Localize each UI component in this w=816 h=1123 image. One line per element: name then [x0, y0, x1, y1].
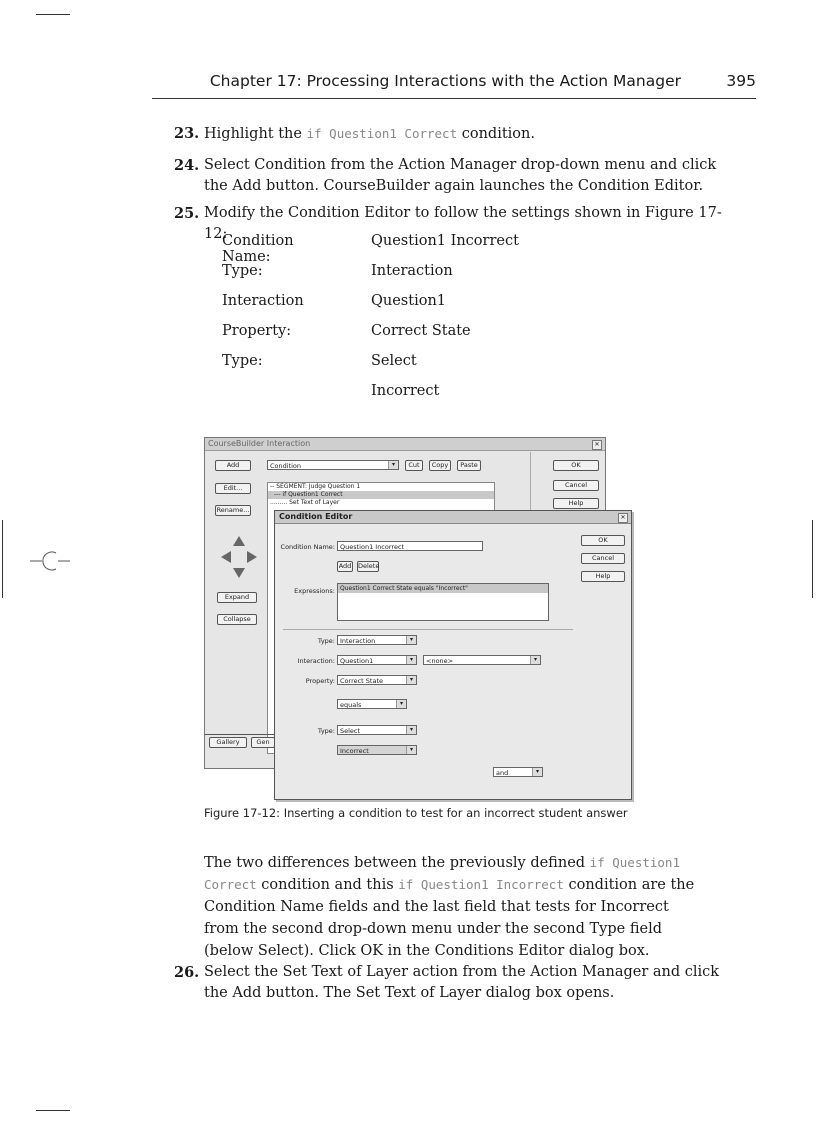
- running-header: [152, 70, 756, 99]
- condition-name-label: Condition Name:: [280, 543, 335, 551]
- type2-select[interactable]: Select ▾: [337, 725, 417, 735]
- ok-button[interactable]: OK: [553, 460, 599, 471]
- crop-mark-left-vertical: [2, 520, 3, 598]
- property-label: Property:: [305, 677, 335, 685]
- chevron-down-icon: ▾: [396, 700, 406, 708]
- type-label: Type:: [317, 637, 335, 645]
- tree-item[interactable]: ......... Set Text of Layer: [270, 499, 340, 506]
- cut-button[interactable]: Cut: [405, 460, 423, 471]
- crop-mark-top-left: [36, 14, 70, 15]
- page-number: 395: [726, 72, 756, 90]
- chevron-down-icon: ▾: [530, 656, 540, 664]
- expression-item[interactable]: Question1 Correct State equals "Incorrect": [338, 584, 548, 593]
- interaction-second-select[interactable]: <none> ▾: [423, 655, 541, 665]
- condition-editor-title: Condition Editor: [275, 511, 631, 524]
- tree-item[interactable]: -- SEGMENT: Judge Question 1: [270, 483, 361, 490]
- chevron-down-icon: ▾: [406, 656, 416, 664]
- step-text: Highlight the: [204, 126, 307, 142]
- step-text: Select Condition from the Action Manager drop-down menu and click the Add button. CourseBuilder again launches the Condition Editor.: [204, 157, 717, 194]
- add-button[interactable]: Add: [215, 460, 251, 471]
- tab-general[interactable]: Gen: [251, 737, 275, 748]
- condition-editor-dialog: [274, 510, 632, 800]
- tree-item[interactable]: --- if Question1 Correct: [268, 491, 494, 499]
- expand-button[interactable]: Expand: [217, 592, 257, 603]
- chevron-down-icon: ▾: [388, 461, 398, 469]
- inline-code: if Question1 Correct: [204, 855, 680, 892]
- expressions-list[interactable]: [337, 583, 549, 621]
- select-value-select[interactable]: Incorrect ▾: [337, 745, 417, 755]
- type-select[interactable]: Interaction ▾: [337, 635, 417, 645]
- step-23: [174, 123, 734, 145]
- interaction-label: Interaction:: [297, 657, 335, 665]
- step-code: if Question1 Correct: [306, 126, 458, 141]
- divider: [283, 629, 573, 630]
- chevron-down-icon: ▾: [406, 746, 416, 754]
- registration-mark: [28, 548, 72, 574]
- chevron-down-icon: ▾: [406, 676, 416, 684]
- step-text: Modify the Condition Editor to follow the settings shown in Figure 17-12:: [204, 205, 722, 242]
- inline-code: if Question1 Incorrect: [398, 877, 564, 892]
- help-button[interactable]: Help: [553, 498, 599, 509]
- operator-select[interactable]: equals ▾: [337, 699, 407, 709]
- edit-button[interactable]: Edit...: [215, 483, 251, 494]
- ok-button[interactable]: OK: [581, 535, 625, 546]
- action-dropdown[interactable]: Condition ▾: [267, 460, 399, 470]
- step-number: 23.: [174, 125, 200, 142]
- crop-mark-right-vertical: [812, 520, 813, 598]
- conjunction-select[interactable]: and ▾: [493, 767, 543, 777]
- step-number: 25.: [174, 205, 200, 222]
- chapter-title: Chapter 17: Processing Interactions with the Action Manager: [209, 72, 681, 90]
- help-button[interactable]: Help: [581, 571, 625, 582]
- cancel-button[interactable]: Cancel: [581, 553, 625, 564]
- copy-button[interactable]: Copy: [429, 460, 451, 471]
- step-text: Select the Set Text of Layer action from the Action Manager and click the Add button. The Set Text of Layer dialog box opens.: [204, 964, 720, 1001]
- cancel-button[interactable]: Cancel: [553, 480, 599, 491]
- chevron-down-icon: ▾: [406, 636, 416, 644]
- tabs-bar: [205, 734, 275, 747]
- paste-button[interactable]: Paste: [457, 460, 481, 471]
- expressions-label: Expressions:: [294, 587, 335, 595]
- property-select[interactable]: Correct State ▾: [337, 675, 417, 685]
- tab-gallery[interactable]: Gallery: [209, 737, 247, 748]
- step-number: 24.: [174, 157, 200, 174]
- add-button[interactable]: Add: [338, 562, 352, 570]
- step-26: [174, 962, 734, 1004]
- close-icon[interactable]: ✕: [618, 513, 628, 523]
- crop-mark-bottom-left: [36, 1110, 70, 1111]
- coursebuilder-title: CourseBuilder Interaction: [205, 438, 605, 451]
- figure-caption: Figure 17-12: Inserting a condition to test for an incorrect student answer: [204, 806, 628, 820]
- step-text-after: condition.: [457, 126, 535, 142]
- body-paragraph: The two differences between the previously defined if Question1 Correct condition and this if Question1 Incorrect condition are the Condition Name fields and the last field that tests for Incorrect from the second drop-down menu under the second Type field (below Select). Click OK in the Conditions Editor dialog box.: [204, 855, 695, 959]
- chevron-down-icon: ▾: [406, 726, 416, 734]
- step-number: 26.: [174, 964, 200, 981]
- step-24: [174, 155, 734, 197]
- collapse-button[interactable]: Collapse: [217, 614, 257, 625]
- type2-label: Type:: [317, 727, 335, 735]
- condition-name-input[interactable]: Question1 Incorrect: [337, 541, 483, 551]
- chevron-down-icon: ▾: [532, 768, 542, 776]
- move-arrows-icon[interactable]: [219, 534, 259, 580]
- rename-button[interactable]: Rename...: [216, 506, 250, 514]
- interaction-select[interactable]: Question1 ▾: [337, 655, 417, 665]
- close-icon[interactable]: ✕: [592, 440, 602, 450]
- delete-button[interactable]: Delete: [358, 562, 380, 570]
